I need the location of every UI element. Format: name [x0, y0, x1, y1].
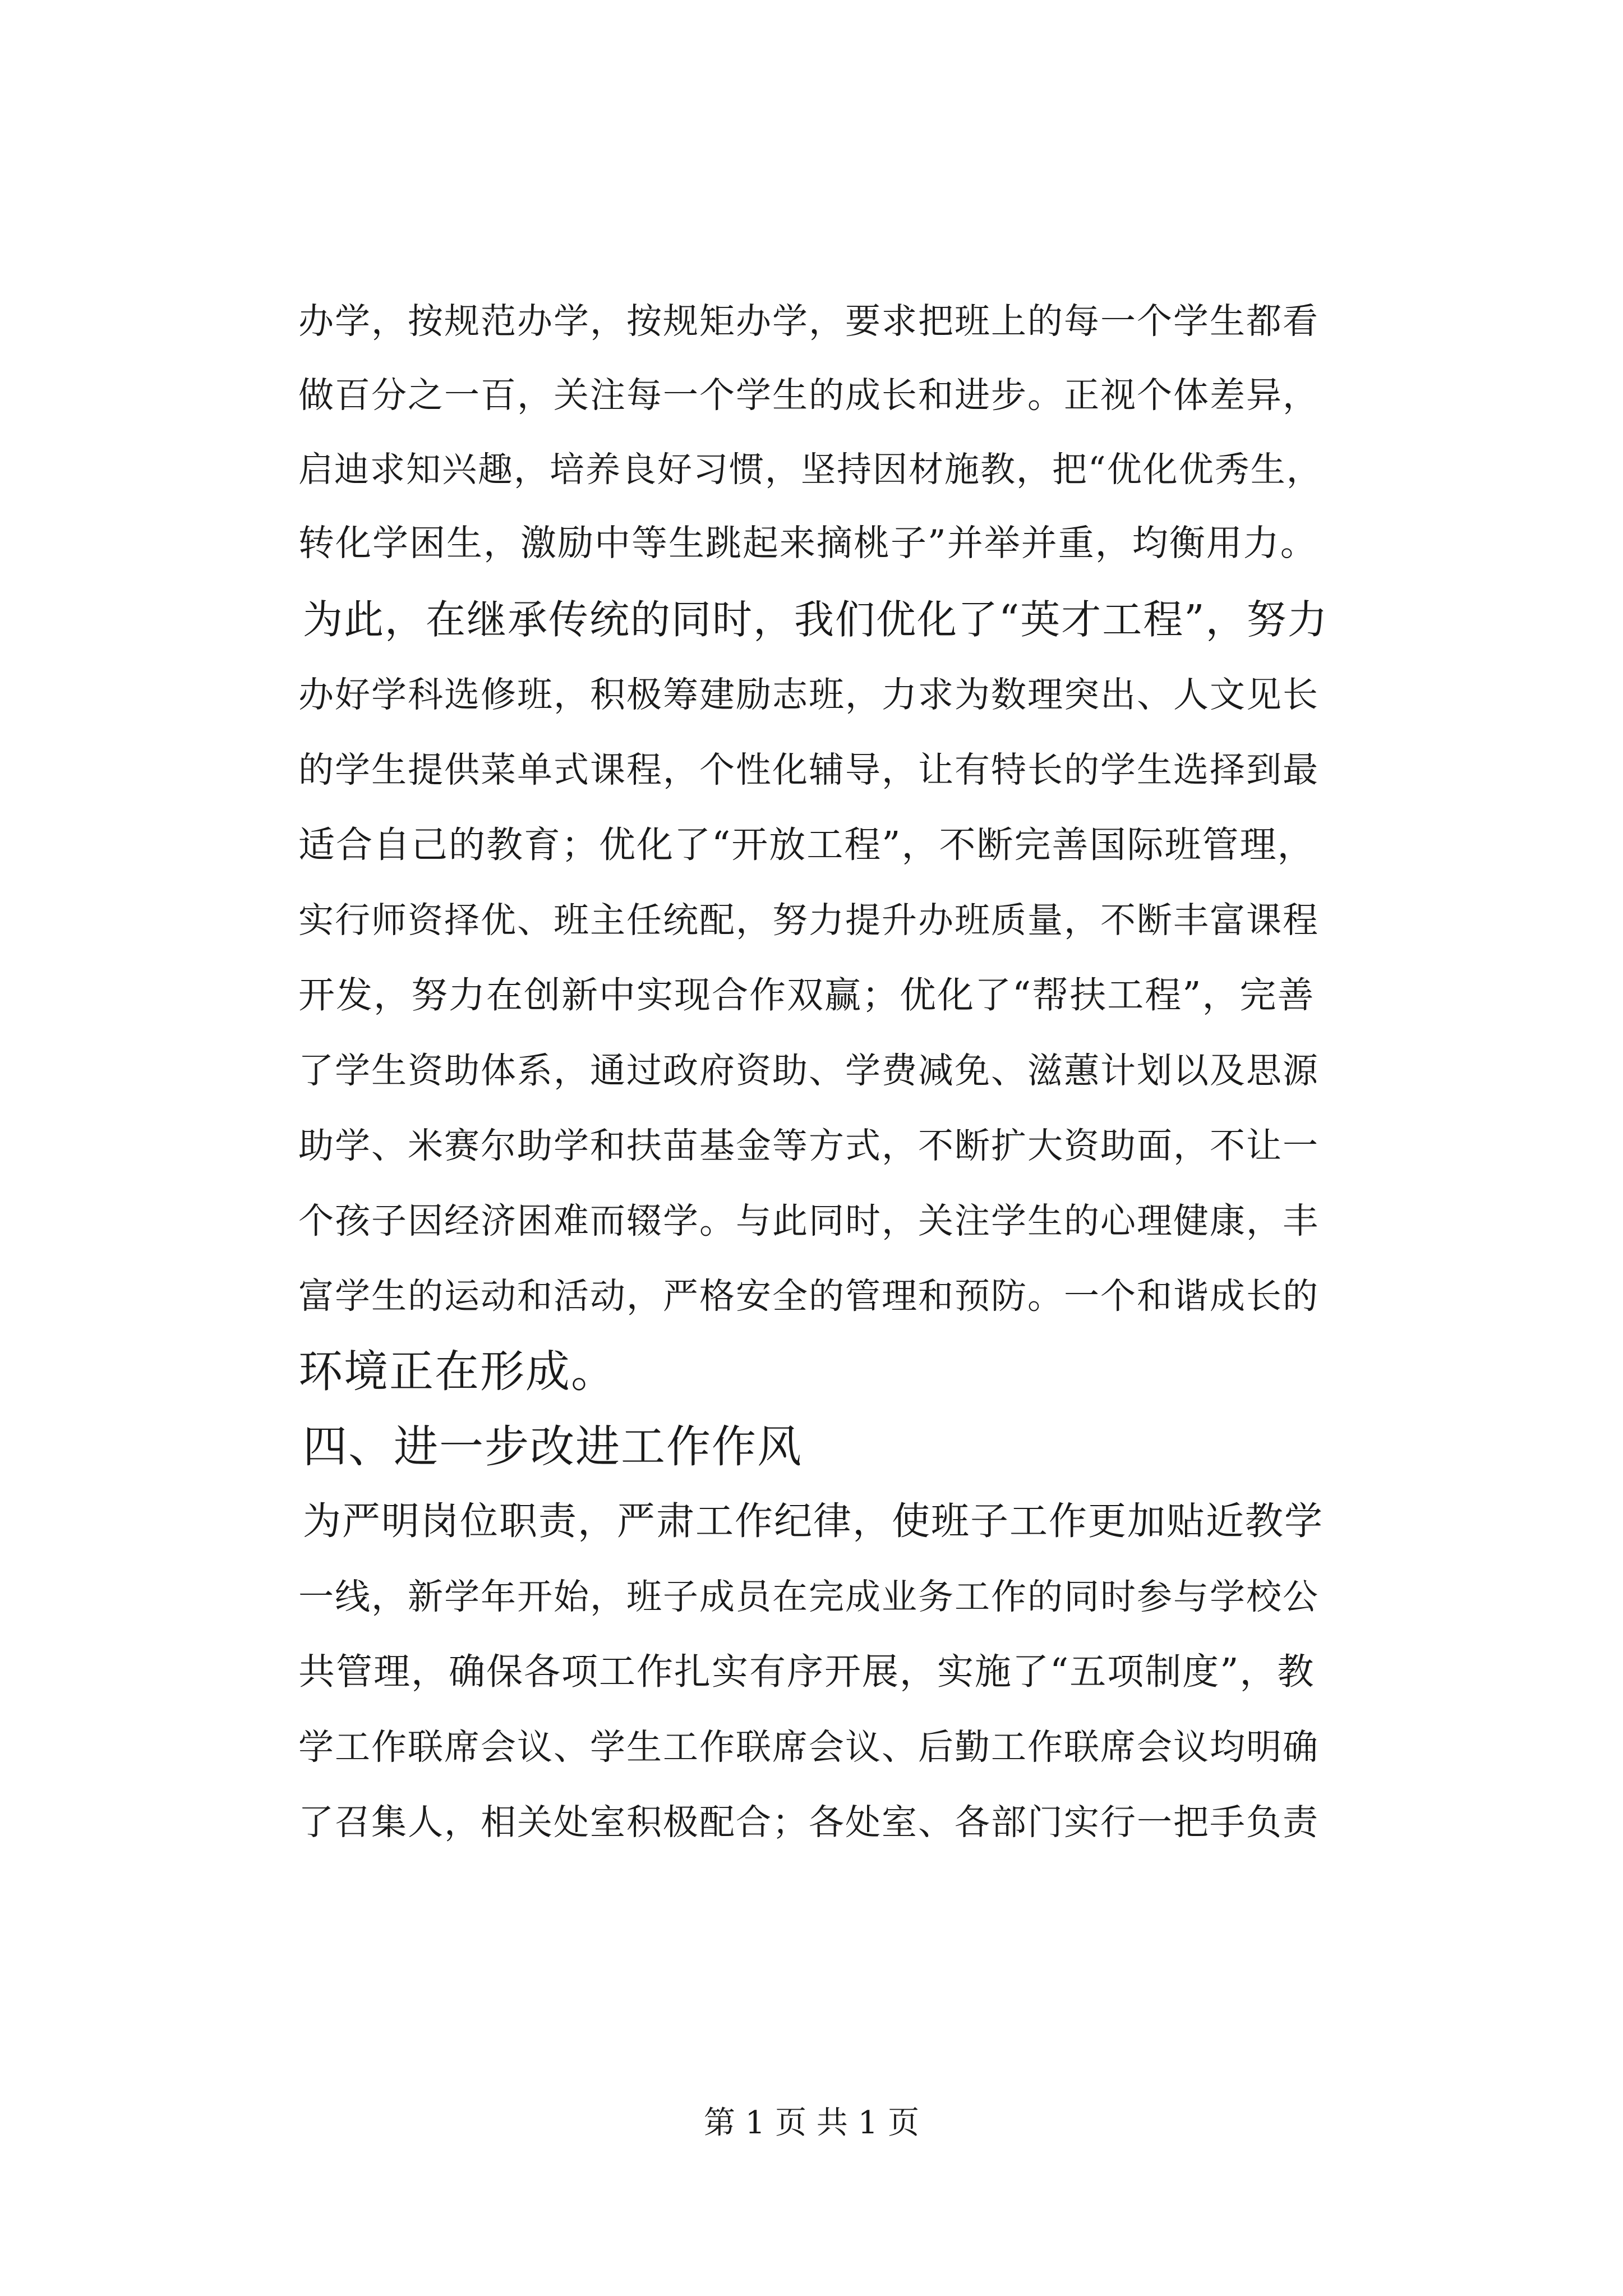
section-heading: 四、进一步改进工作作风 — [303, 1421, 803, 1473]
text-line: 开发，努力在创新中实现合作双赢；优化了“帮扶工程”，完善 — [298, 974, 1315, 1016]
text-line: 办学，按规范办学，按规矩办学，要求把班上的每一个学生都看 — [298, 301, 1319, 342]
text-line: 助学、米赛尔助学和扶苗基金等方式，不断扩大资助面，不让一 — [298, 1125, 1319, 1166]
text-line: 启迪求知兴趣，培养良好习惯，坚持因材施教，把“优化优秀生， — [298, 449, 1322, 490]
text-line: 的学生提供菜单式课程，个性化辅导，让有特长的学生选择到最 — [298, 749, 1319, 790]
text-line: 共管理，确保各项工作扎实有序开展，实施了“五项制度”，教 — [298, 1651, 1315, 1693]
text-line: 了学生资助体系，通过政府资助、学费减免、滋蕙计划以及思源 — [298, 1050, 1319, 1091]
paragraph-start-line: 为此，在继承传统的同时，我们优化了“英才工程”，努力 — [303, 596, 1329, 643]
text-line: 学工作联席会议、学生工作联席会议、后勤工作联席会议均明确 — [298, 1727, 1319, 1768]
text-line: 做百分之一百，关注每一个学生的成长和进步。正视个体差异， — [298, 375, 1319, 416]
text-line: 个孩子因经济困难而辍学。与此同时，关注学生的心理健康，丰 — [298, 1200, 1319, 1241]
paragraph-start-line: 为严明岗位职责，严肃工作纪律，使班子工作更加贴近教学 — [303, 1499, 1324, 1544]
text-line: 一线，新学年开始，班子成员在完成业务工作的同时参与学校公 — [298, 1576, 1319, 1617]
text-line: 了召集人，相关处室积极配合；各处室、各部门实行一把手负责 — [298, 1802, 1319, 1843]
text-line: 转化学困生，激励中等生跳起来摘桃子”并举并重，均衡用力。 — [298, 523, 1317, 564]
text-line: 实行师资择优、班主任统配，努力提升办班质量，不断丰富课程 — [298, 900, 1319, 941]
text-line: 办好学科选修班，积极筹建励志班，力求为数理突出、人文见长 — [298, 674, 1319, 715]
page-footer: 第 1 页 共 1 页 — [703, 2105, 920, 2141]
text-line: 富学生的运动和活动，严格安全的管理和预防。一个和谐成长的 — [298, 1276, 1319, 1317]
text-line: 适合自己的教育；优化了“开放工程”，不断完善国际班管理， — [298, 824, 1315, 866]
text-line: 环境正在形成。 — [298, 1346, 616, 1397]
